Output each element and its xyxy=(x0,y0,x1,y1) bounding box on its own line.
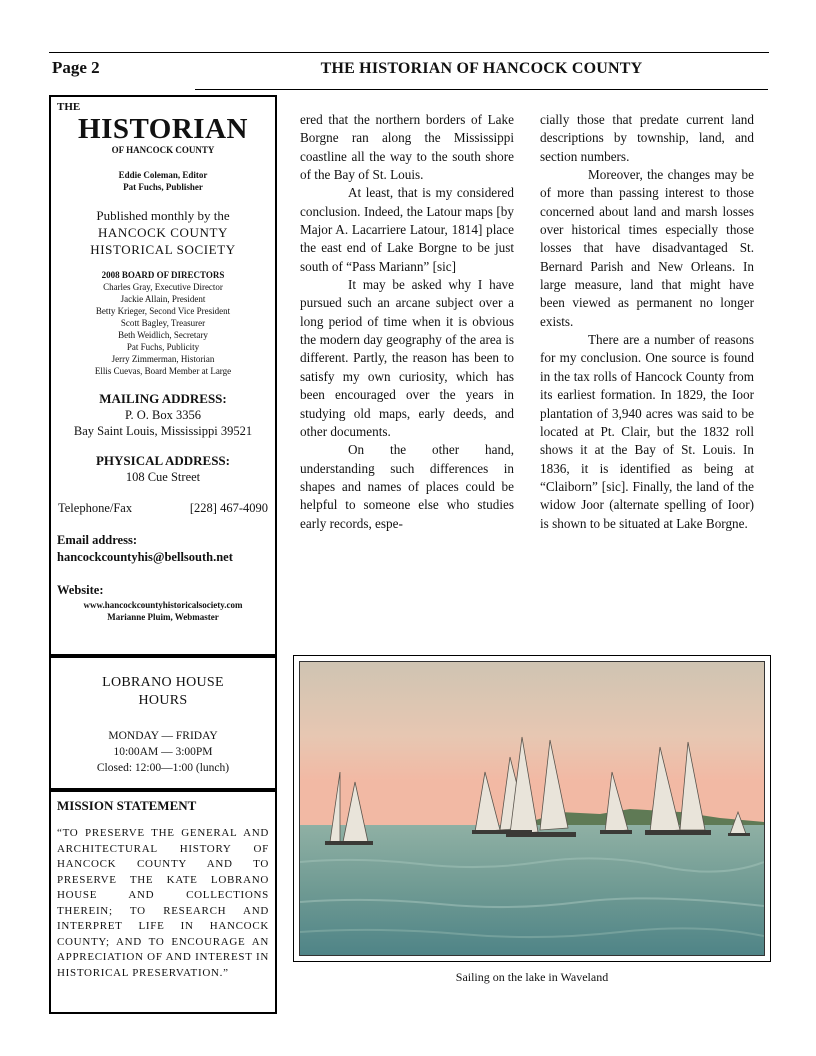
society-name xyxy=(57,224,269,258)
article-paragraph: It may be asked why I have pursued such an arcane subject over a long period of time when it is obvious the modern day geography of the area is different. Partly, the reason has been to satisfy my own curiosity, which has been encouraged over the years in studying old maps, early deeds, and other documents. xyxy=(300,277,514,439)
hours-title xyxy=(51,674,275,710)
masthead-the: THE xyxy=(57,101,81,113)
header-underline xyxy=(195,89,768,90)
webmaster-credit: Marianne Pluim, Webmaster xyxy=(107,612,219,622)
top-rule xyxy=(49,52,769,53)
mailing-address-label: MAILING ADDRESS: xyxy=(99,391,227,406)
physical-address-line-1: 108 Cue Street xyxy=(125,470,201,484)
board-title: 2008 BOARD OF DIRECTORS xyxy=(101,270,225,280)
page-number: Page 2 xyxy=(52,58,100,77)
publisher-credit: Pat Fuchs, Publisher xyxy=(123,182,203,192)
society-line-1: HANCOCK COUNTY xyxy=(97,225,229,240)
newsletter-header-title: THE HISTORIAN OF HANCOCK COUNTY xyxy=(320,60,643,77)
editor-credit: Eddie Coleman, Editor xyxy=(118,170,208,180)
hours-days: MONDAY — FRIDAY xyxy=(108,730,218,742)
article-paragraph: There are a number of reasons for my conclusion. One source is found in the tax rolls of Hancock County from its earliest formation. In 1829, the Ioor plantation of 3,940 acres was said to be located at Pt. Clair, but the 1832 roll shows it at the Bay of St. Louis. In 1836, it is identified as being at “Claiborn” [sic]. Finally, the land of the widow Joor (alternate spelling of Ioor) is shown to be situated at Lake Borgne. xyxy=(540,332,754,531)
article-paragraph: On the other hand, understanding such differences in shapes and names of places could be helpful to someone else who studies early records, espe- xyxy=(300,442,514,531)
board-member: Ellis Cuevas, Board Member at Large xyxy=(94,366,232,376)
article-paragraph: At least, that is my considered conclusion. Indeed, the Latour maps [by Major A. Lacarriere Latour, 1814] place the east end of Lake Borgne to be just south of “Pass Mariann” [sic] xyxy=(300,185,514,274)
published-by: Published monthly by the xyxy=(96,208,230,223)
hours-box xyxy=(49,656,277,790)
article-column-1 xyxy=(300,111,514,533)
website-url: www.hancockcountyhistoricalsociety.com xyxy=(83,600,243,610)
board-member: Betty Krieger, Second Vice President xyxy=(95,306,231,316)
sailing-photo xyxy=(293,655,771,962)
mailing-address-line-1: P. O. Box 3356 xyxy=(124,408,202,422)
email-label: Email address: xyxy=(57,533,137,547)
sailing-photo-image xyxy=(299,661,765,956)
hours-times: 10:00AM — 3:00PM xyxy=(113,746,213,758)
board-member: Scott Bagley, Treasurer xyxy=(120,318,206,328)
mission-title: MISSION STATEMENT xyxy=(57,798,197,813)
hours-title-line-1: LOBRANO HOUSE xyxy=(102,675,224,690)
physical-address-label: PHYSICAL ADDRESS: xyxy=(95,453,230,468)
hours-closed: Closed: 12:00—1:00 (lunch) xyxy=(96,762,230,774)
article-paragraph: ered that the northern borders of Lake Borgne ran along the Mississippi coastline all the way to the south shore of the Bay of St. Louis. xyxy=(300,112,514,183)
article-paragraph: Moreover, the changes may be of more than passing interest to those concerned about land and marsh losses over historical times especially those losses that have disadvantaged St. Bernard Parish and New Orleans. In large measure, land that might have been viewed as permanent no longer exists. xyxy=(540,167,754,329)
society-line-2: HISTORICAL SOCIETY xyxy=(90,242,236,257)
email-address: hancockcountyhis@bellsouth.net xyxy=(57,550,233,564)
photo-caption: Sailing on the lake in Waveland xyxy=(455,970,609,984)
board-member: Jackie Allain, President xyxy=(120,294,206,304)
phone-label: Telephone/Fax xyxy=(58,501,133,515)
masthead-box xyxy=(49,95,277,656)
masthead-name: HISTORIAN xyxy=(78,113,248,145)
mission-box xyxy=(49,790,277,1014)
mission-text: “TO PRESERVE THE GENERAL AND ARCHITECTURAL HISTORY OF HANCOCK COUNTY AND TO PRESERVE THE KATE LOBRANO HOUSE AND COLLECTIONS THEREIN; TO RESEARCH AND INTERPRET LIFE IN HANCOCK COUNTY; AND TO ENCOURAGE AN APPRECIATION OF AND INTEREST IN HISTORICAL PRESERVATION.” xyxy=(57,827,269,979)
board-member: Jerry Zimmerman, Historian xyxy=(111,354,215,364)
hours-title-line-2: HOURS xyxy=(138,693,188,708)
board-member: Charles Gray, Executive Director xyxy=(103,282,223,292)
phone-row xyxy=(57,501,269,516)
board-member: Pat Fuchs, Publicity xyxy=(126,342,200,352)
masthead-subtitle: OF HANCOCK COUNTY xyxy=(111,145,215,155)
board-member: Beth Weidlich, Secretary xyxy=(118,330,208,340)
article-paragraph: cially those that predate current land descriptions by township, land, and section numbers. xyxy=(540,112,754,164)
website-label: Website: xyxy=(57,583,104,597)
phone-value: [228] 467-4090 xyxy=(189,501,268,515)
board-list xyxy=(57,281,269,377)
mailing-address-line-2: Bay Saint Louis, Mississippi 39521 xyxy=(73,424,253,438)
article-column-2 xyxy=(540,111,754,533)
